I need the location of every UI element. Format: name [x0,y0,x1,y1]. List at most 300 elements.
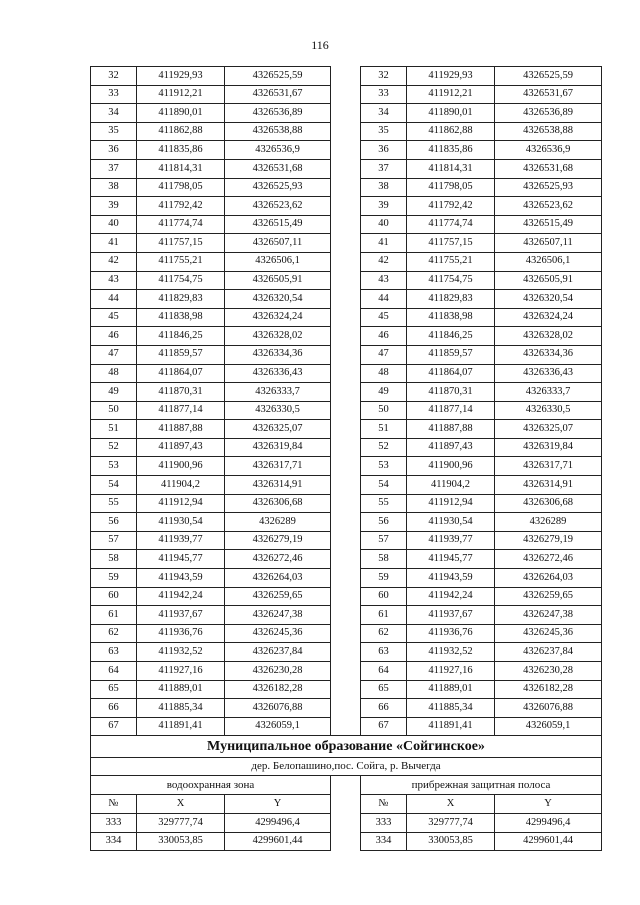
cell-y-right: 4326230,28 [495,662,602,681]
cell-x-left: 329777,74 [137,813,225,832]
cell-x-right: 411757,15 [407,234,495,253]
cell-x-left: 411774,74 [137,215,225,234]
cell-x-left: 411864,07 [137,364,225,383]
table-row [91,513,602,532]
column-gap [331,383,361,402]
section-title: Муниципальное образование «Сойгинское» [91,736,602,758]
cell-num-left: 37 [91,159,137,178]
cell-y-left: 4326325,07 [225,420,331,439]
cell-y-left: 4326330,5 [225,401,331,420]
cell-x-left: 411932,52 [137,643,225,662]
column-gap [331,513,361,532]
cell-num-left: 59 [91,569,137,588]
table-row [91,85,602,104]
cell-x-right: 411939,77 [407,531,495,550]
cell-y-left: 4326515,49 [225,215,331,234]
cell-y-left: 4326336,43 [225,364,331,383]
cell-x-left: 411927,16 [137,662,225,681]
cell-y-right: 4326536,9 [495,141,602,160]
column-gap [331,717,361,736]
cell-num-right: 39 [361,197,407,216]
cell-x-left: 411889,01 [137,680,225,699]
cell-x-left: 411930,54 [137,513,225,532]
column-gap [331,85,361,104]
cell-x-left: 411838,98 [137,308,225,327]
column-gap [331,345,361,364]
column-gap [331,494,361,513]
column-gap [331,401,361,420]
cell-num-left: 43 [91,271,137,290]
cell-x-left: 411912,21 [137,85,225,104]
cell-y-right: 4326536,89 [495,104,602,123]
cell-num-right: 54 [361,476,407,495]
column-gap [331,438,361,457]
cell-y-left: 4326525,59 [225,67,331,86]
table-row [91,271,602,290]
cell-num-left: 58 [91,550,137,569]
column-gap [331,215,361,234]
cell-num-left: 334 [91,832,137,851]
cell-num-right: 58 [361,550,407,569]
cell-x-left: 411870,31 [137,383,225,402]
column-gap [331,159,361,178]
cell-y-left: 4326076,88 [225,699,331,718]
cell-y-left: 4326182,28 [225,680,331,699]
column-gap [331,550,361,569]
table-row [91,364,602,383]
table-row [91,587,602,606]
cell-x-left: 411936,76 [137,624,225,643]
table-row [91,662,602,681]
cell-y-right: 4299601,44 [495,832,602,851]
table-row [91,327,602,346]
cell-y-right: 4326538,88 [495,122,602,141]
table-row [91,401,602,420]
page-number: 116 [311,38,329,52]
column-gap [331,271,361,290]
header-num-right: № [361,795,407,814]
cell-x-right: 411774,74 [407,215,495,234]
cell-num-left: 44 [91,290,137,309]
cell-x-right: 411897,43 [407,438,495,457]
column-gap [331,308,361,327]
section-rows [91,813,602,850]
cell-x-left: 411942,24 [137,587,225,606]
cell-x-right: 411930,54 [407,513,495,532]
column-gap [331,813,361,832]
cell-y-left: 4326264,03 [225,569,331,588]
cell-x-left: 411829,83 [137,290,225,309]
cell-x-left: 411945,77 [137,550,225,569]
left-zone-label: водоохранная зона [91,776,331,795]
cell-y-left: 4326324,24 [225,308,331,327]
cell-y-left: 4326505,91 [225,271,331,290]
cell-num-right: 42 [361,252,407,271]
cell-y-left: 4299496,4 [225,813,331,832]
table-row [91,252,602,271]
cell-y-right: 4326314,91 [495,476,602,495]
cell-y-right: 4326059,1 [495,717,602,736]
cell-x-right: 411890,01 [407,104,495,123]
cell-x-right: 411838,98 [407,308,495,327]
column-gap [331,476,361,495]
cell-y-right: 4326306,68 [495,494,602,513]
cell-x-left: 411859,57 [137,345,225,364]
cell-y-right: 4326279,19 [495,531,602,550]
cell-num-left: 46 [91,327,137,346]
column-gap [331,327,361,346]
cell-x-left: 411862,88 [137,122,225,141]
cell-x-left: 411814,31 [137,159,225,178]
cell-num-left: 67 [91,717,137,736]
cell-num-left: 56 [91,513,137,532]
table-row [91,624,602,643]
cell-num-right: 55 [361,494,407,513]
cell-y-right: 4326330,5 [495,401,602,420]
cell-num-left: 32 [91,67,137,86]
cell-x-right: 411755,21 [407,252,495,271]
cell-x-right: 411891,41 [407,717,495,736]
cell-x-right: 411936,76 [407,624,495,643]
cell-x-left: 411877,14 [137,401,225,420]
cell-y-left: 4326314,91 [225,476,331,495]
column-gap [331,531,361,550]
cell-num-left: 34 [91,104,137,123]
cell-num-left: 41 [91,234,137,253]
cell-x-right: 411859,57 [407,345,495,364]
cell-num-left: 52 [91,438,137,457]
column-gap [331,122,361,141]
column-gap [331,234,361,253]
cell-y-left: 4326272,46 [225,550,331,569]
cell-x-left: 411937,67 [137,606,225,625]
cell-x-right: 411943,59 [407,569,495,588]
cell-num-left: 57 [91,531,137,550]
cell-y-right: 4326507,11 [495,234,602,253]
cell-x-left: 411792,42 [137,197,225,216]
column-gap [331,197,361,216]
cell-y-right: 4326247,38 [495,606,602,625]
cell-x-left: 411835,86 [137,141,225,160]
cell-num-right: 52 [361,438,407,457]
cell-y-left: 4326306,68 [225,494,331,513]
cell-y-left: 4326247,38 [225,606,331,625]
cell-x-right: 411814,31 [407,159,495,178]
table-row [91,476,602,495]
column-header-row [91,795,602,814]
cell-num-left: 333 [91,813,137,832]
cell-num-left: 40 [91,215,137,234]
table-row [91,438,602,457]
header-x-left: X [137,795,225,814]
cell-x-left: 411754,75 [137,271,225,290]
cell-y-right: 4326289 [495,513,602,532]
cell-num-right: 53 [361,457,407,476]
cell-num-right: 33 [361,85,407,104]
table-row [91,308,602,327]
table-row [91,699,602,718]
cell-num-right: 32 [361,67,407,86]
column-gap [331,624,361,643]
cell-num-left: 39 [91,197,137,216]
cell-x-left: 411890,01 [137,104,225,123]
cell-y-left: 4326259,65 [225,587,331,606]
column-gap [331,178,361,197]
cell-x-right: 411829,83 [407,290,495,309]
cell-num-right: 36 [361,141,407,160]
cell-num-right: 46 [361,327,407,346]
cell-x-right: 329777,74 [407,813,495,832]
table-row [91,420,602,439]
column-gap [331,662,361,681]
table-row [91,197,602,216]
section-body [91,736,602,814]
cell-x-right: 411870,31 [407,383,495,402]
cell-x-left: 411885,34 [137,699,225,718]
table-row [91,141,602,160]
column-gap [331,643,361,662]
cell-y-left: 4326319,84 [225,438,331,457]
cell-y-left: 4326230,28 [225,662,331,681]
column-gap [331,795,361,814]
cell-num-left: 47 [91,345,137,364]
cell-num-left: 45 [91,308,137,327]
cell-y-right: 4326245,36 [495,624,602,643]
cell-y-right: 4326531,67 [495,85,602,104]
cell-y-right: 4326237,84 [495,643,602,662]
table-row [91,680,602,699]
cell-num-right: 35 [361,122,407,141]
column-gap [331,290,361,309]
cell-num-left: 66 [91,699,137,718]
column-gap [331,67,361,86]
cell-num-right: 34 [361,104,407,123]
cell-num-left: 36 [91,141,137,160]
column-gap [331,569,361,588]
cell-num-right: 333 [361,813,407,832]
cell-num-left: 48 [91,364,137,383]
cell-num-left: 50 [91,401,137,420]
cell-y-left: 4326334,36 [225,345,331,364]
cell-x-left: 411846,25 [137,327,225,346]
cell-num-right: 37 [361,159,407,178]
cell-x-right: 411754,75 [407,271,495,290]
cell-num-right: 40 [361,215,407,234]
cell-num-right: 61 [361,606,407,625]
cell-y-left: 4326536,89 [225,104,331,123]
column-gap [331,587,361,606]
cell-num-left: 55 [91,494,137,513]
cell-y-right: 4326325,07 [495,420,602,439]
cell-x-right: 411889,01 [407,680,495,699]
cell-num-right: 45 [361,308,407,327]
cell-x-left: 411912,94 [137,494,225,513]
cell-y-left: 4326536,9 [225,141,331,160]
column-gap [331,832,361,851]
cell-x-left: 411900,96 [137,457,225,476]
coordinates-table [90,66,602,851]
table-row [91,122,602,141]
cell-x-right: 411932,52 [407,643,495,662]
cell-num-right: 60 [361,587,407,606]
cell-y-left: 4326279,19 [225,531,331,550]
column-gap [331,457,361,476]
table-row [91,531,602,550]
cell-num-left: 65 [91,680,137,699]
cell-y-left: 4326523,62 [225,197,331,216]
cell-y-right: 4299496,4 [495,813,602,832]
column-gap [331,776,361,795]
cell-x-right: 330053,85 [407,832,495,851]
cell-y-right: 4326319,84 [495,438,602,457]
cell-x-left: 411757,15 [137,234,225,253]
cell-x-left: 411939,77 [137,531,225,550]
table-row [91,569,602,588]
table-row [91,383,602,402]
cell-num-left: 51 [91,420,137,439]
cell-y-left: 4326320,54 [225,290,331,309]
header-x-right: X [407,795,495,814]
table-row [91,643,602,662]
column-gap [331,104,361,123]
cell-num-right: 63 [361,643,407,662]
cell-y-left: 4326328,02 [225,327,331,346]
cell-x-right: 411912,94 [407,494,495,513]
cell-y-right: 4326264,03 [495,569,602,588]
cell-num-left: 33 [91,85,137,104]
cell-x-right: 411798,05 [407,178,495,197]
cell-num-right: 62 [361,624,407,643]
cell-num-left: 61 [91,606,137,625]
cell-y-right: 4326320,54 [495,290,602,309]
cell-num-right: 67 [361,717,407,736]
cell-num-right: 64 [361,662,407,681]
cell-y-right: 4326515,49 [495,215,602,234]
table-row [91,67,602,86]
cell-y-right: 4326324,24 [495,308,602,327]
cell-x-left: 411943,59 [137,569,225,588]
cell-x-right: 411846,25 [407,327,495,346]
cell-num-right: 57 [361,531,407,550]
cell-y-left: 4326506,1 [225,252,331,271]
table-row [91,178,602,197]
cell-x-right: 411942,24 [407,587,495,606]
table-row [91,159,602,178]
cell-x-right: 411877,14 [407,401,495,420]
cell-y-left: 4326333,7 [225,383,331,402]
cell-num-right: 65 [361,680,407,699]
section-subtitle: дер. Белопашино,пос. Сойга, р. Вычегда [91,758,602,776]
table-row [91,234,602,253]
cell-num-left: 42 [91,252,137,271]
cell-num-right: 50 [361,401,407,420]
cell-x-right: 411885,34 [407,699,495,718]
cell-num-right: 59 [361,569,407,588]
cell-num-left: 63 [91,643,137,662]
cell-x-left: 411887,88 [137,420,225,439]
cell-x-left: 411755,21 [137,252,225,271]
column-gap [331,606,361,625]
coordinates-body [91,67,602,736]
cell-y-right: 4326525,59 [495,67,602,86]
cell-num-right: 49 [361,383,407,402]
cell-num-right: 47 [361,345,407,364]
cell-x-right: 411927,16 [407,662,495,681]
cell-y-right: 4326272,46 [495,550,602,569]
cell-x-right: 411900,96 [407,457,495,476]
cell-y-right: 4326336,43 [495,364,602,383]
table-row [91,345,602,364]
table-row [91,832,602,851]
cell-x-right: 411835,86 [407,141,495,160]
column-gap [331,680,361,699]
cell-y-right: 4326531,68 [495,159,602,178]
cell-y-left: 4326289 [225,513,331,532]
header-y-left: Y [225,795,331,814]
table-row [91,104,602,123]
right-zone-label: прибрежная защитная полоса [361,776,602,795]
table-row [91,550,602,569]
cell-y-left: 4326538,88 [225,122,331,141]
cell-y-right: 4326076,88 [495,699,602,718]
cell-x-left: 411891,41 [137,717,225,736]
cell-num-left: 54 [91,476,137,495]
column-gap [331,141,361,160]
cell-y-left: 4326525,93 [225,178,331,197]
cell-x-left: 411798,05 [137,178,225,197]
cell-y-right: 4326333,7 [495,383,602,402]
cell-num-left: 60 [91,587,137,606]
cell-num-right: 56 [361,513,407,532]
cell-x-right: 411937,67 [407,606,495,625]
cell-num-left: 53 [91,457,137,476]
cell-y-left: 4326531,67 [225,85,331,104]
column-gap [331,252,361,271]
cell-y-left: 4299601,44 [225,832,331,851]
cell-y-right: 4326328,02 [495,327,602,346]
cell-num-right: 48 [361,364,407,383]
cell-y-left: 4326237,84 [225,643,331,662]
table-row [91,813,602,832]
cell-y-left: 4326507,11 [225,234,331,253]
cell-num-right: 51 [361,420,407,439]
cell-num-right: 44 [361,290,407,309]
column-gap [331,699,361,718]
cell-x-right: 411862,88 [407,122,495,141]
table-row [91,717,602,736]
cell-num-right: 41 [361,234,407,253]
cell-y-right: 4326525,93 [495,178,602,197]
cell-num-left: 38 [91,178,137,197]
table-row [91,494,602,513]
cell-y-left: 4326059,1 [225,717,331,736]
cell-y-right: 4326317,71 [495,457,602,476]
header-y-right: Y [495,795,602,814]
cell-num-right: 43 [361,271,407,290]
cell-num-right: 66 [361,699,407,718]
cell-x-left: 411904,2 [137,476,225,495]
cell-num-left: 64 [91,662,137,681]
cell-y-right: 4326259,65 [495,587,602,606]
cell-x-right: 411864,07 [407,364,495,383]
cell-x-right: 411792,42 [407,197,495,216]
cell-x-right: 411929,93 [407,67,495,86]
table-row [91,606,602,625]
cell-y-right: 4326506,1 [495,252,602,271]
cell-y-right: 4326523,62 [495,197,602,216]
cell-x-right: 411887,88 [407,420,495,439]
cell-x-left: 411897,43 [137,438,225,457]
